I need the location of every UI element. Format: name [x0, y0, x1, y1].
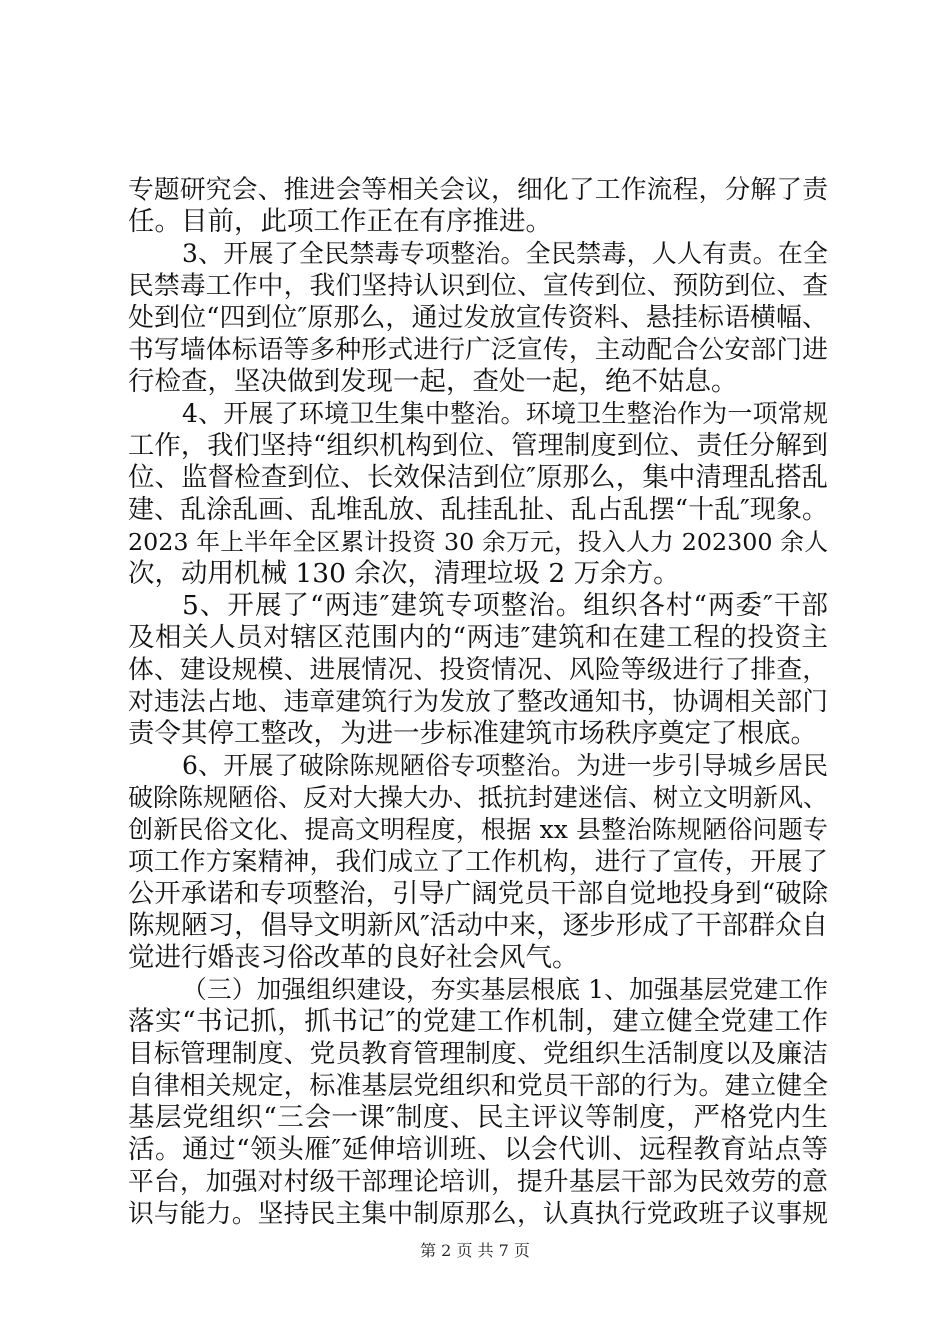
text-line: 行检查，坚决做到发现一起，查处一起，绝不姑息。 — [128, 366, 738, 397]
text-line: 书写墙体标语等多种形式进行广泛宣传，主动配合公安部门进 — [128, 335, 828, 365]
text-line: 基层党组织“三会一课″制度、民主评议等制度，严格党内生 — [128, 1102, 828, 1133]
text-line: 民禁毒工作中，我们坚持认识到位、宣传到位、预防到位、查 — [128, 271, 828, 301]
text-line: 公开承诺和专项整治，引导广阔党员干部自觉地投身到“破除 — [128, 879, 828, 909]
page-footer — [0, 1241, 950, 1261]
text-line: 任。目前，此项工作正在有序推进。 — [128, 206, 552, 237]
text-line: 目标管理制度、党员教育管理制度、党组织生活制度以及廉洁 — [128, 1039, 828, 1069]
text-line: 破除陈规陋俗、反对大操大办、抵抗封建迷信、树立文明新风、 — [128, 783, 829, 812]
text-line: 2023 年上半年全区累计投资 30 余万元，投入人力 202300 余人 — [128, 528, 828, 556]
text-line: 次，动用机械 130 余次，清理垃圾 2 万余方。 — [128, 558, 680, 589]
text-line: 工作，我们坚持“组织机构到位、管理制度到位、责任分解到 — [128, 431, 828, 461]
text-line: 对违法占地、违章建筑行为发放了整改通知书，协调相关部门 — [128, 687, 828, 717]
text-line: 位、监督检查到位、长效保洁到位″原那么，集中清理乱搭乱 — [128, 462, 828, 493]
text-line: 平台，加强对村级干部理论培训，提升基层干部为民效劳的意 — [128, 1167, 828, 1197]
text-line: 建、乱涂乱画、乱堆乱放、乱挂乱扯、乱占乱摆“十乱″现象。 — [128, 495, 828, 525]
text-line: 体、建设规模、进展情况、投资情况、风险等级进行了排查， — [128, 655, 828, 685]
text-line: 创新民俗文化、提高文明程度，根据 xx 县整治陈规陋俗问题专 — [128, 815, 828, 844]
text-line: 责令其停工整改，为进一步标准建筑市场秩序奠定了根底。 — [128, 718, 817, 749]
text-line: 落实“书记抓，抓书记″的党建工作机制，建立健全党建工作 — [128, 1006, 828, 1037]
text-line: 3、开展了全民禁毒专项整治。全民禁毒，人人有责。在全 — [182, 239, 828, 268]
text-line: 陈规陋习，倡导文明新风″活动中来，逐步形成了干部群众自 — [128, 910, 828, 941]
page-number: 第 2 页 共 7 页 — [420, 1241, 530, 1260]
text-line: 4、开展了环境卫生集中整治。环境卫生整治作为一项常规 — [182, 399, 828, 428]
text-line: 项工作方案精神，我们成立了工作机构，进行了宣传，开展了 — [128, 847, 828, 877]
text-line: 处到位“四到位″原那么，通过发放宣传资料、悬挂标语横幅、 — [128, 303, 828, 333]
text-line: 识与能力。坚持民主集中制原那么，认真执行党政班子议事规 — [128, 1199, 828, 1229]
text-line: 专题研究会、推进会等相关会议，细化了工作流程，分解了责 — [128, 175, 828, 205]
document-body — [128, 174, 828, 1230]
section-heading-line: （三）加强组织建设，夯实基层根底 1、加强基层党建工作 — [182, 975, 828, 1004]
text-line: 5、开展了“两违″建筑专项整治。组织各村“两委″干部 — [182, 590, 828, 621]
text-line: 觉进行婚丧习俗改革的良好社会风气。 — [128, 942, 579, 973]
text-line: 6、开展了破除陈规陋俗专项整治。为进一步引导城乡居民 — [182, 751, 828, 780]
text-line: 及相关人员对辖区范围内的“两违″建筑和在建工程的投资主 — [128, 622, 828, 653]
text-line: 自律相关规定，标准基层党组织和党员干部的行为。建立健全 — [128, 1071, 828, 1101]
text-line: 活。通过“领头雁″延伸培训班、以会代训、远程教育站点等 — [128, 1134, 828, 1165]
